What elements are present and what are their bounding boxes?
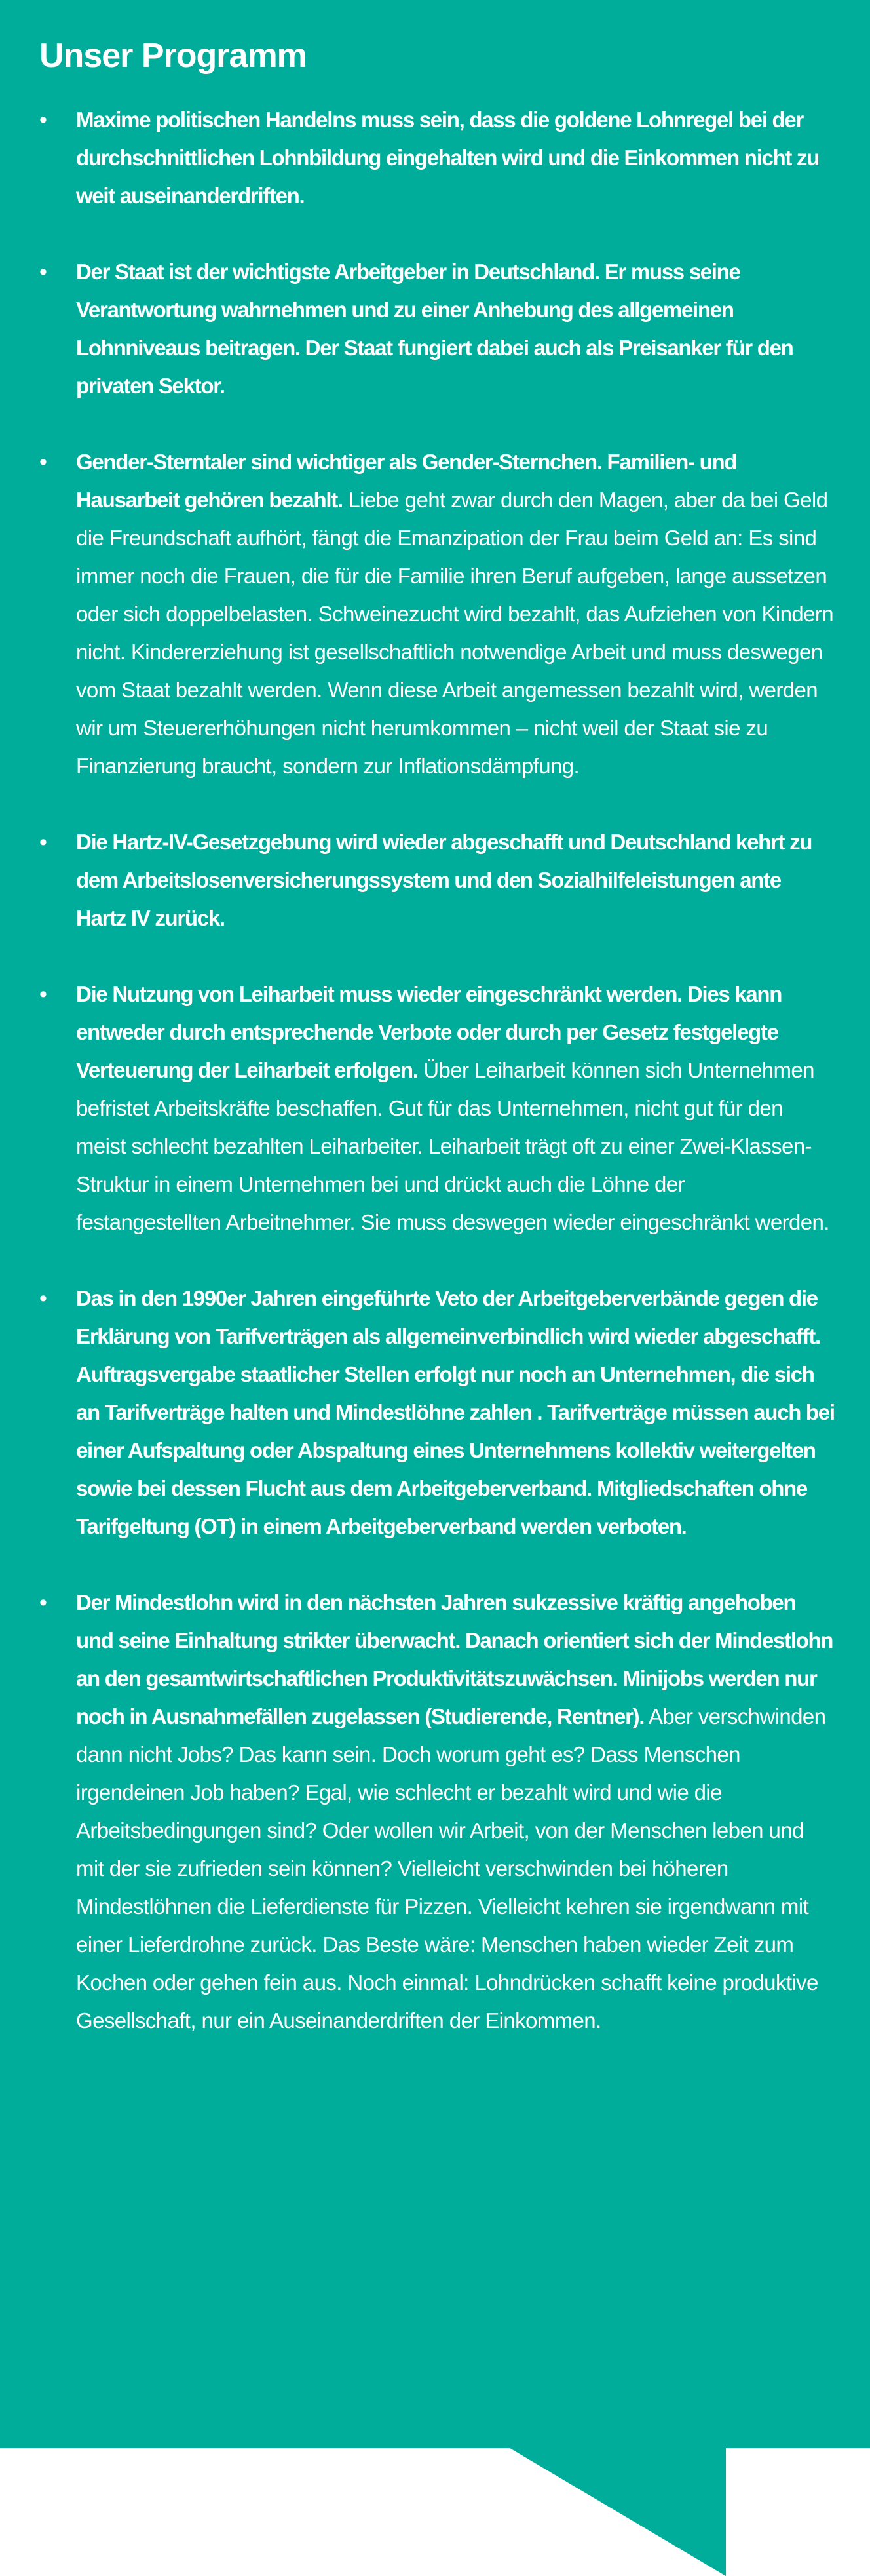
- list-item: [39, 1584, 835, 2040]
- bullet-icon: •: [39, 830, 47, 855]
- program-content: [39, 34, 835, 2078]
- page-title: Unser Programm: [39, 37, 307, 75]
- item-lead: Die Nutzung von Leiharbeit muss wieder eingeschränkt werden. Dies kann entweder durch entsprechende Verbote oder durch per Gesetz festgelegte Verteuerung der Leiharbeit erfolgen.: [76, 982, 782, 1082]
- item-text: Liebe geht zwar durch den Magen, aber da bei Geld die Freundschaft aufhört, fängt die Emanzipation der Frau beim Geld an: Es sind immer noch die Frauen, die für die Familie ihren Beruf aufgeben, lange aussetzen oder sich doppelbelasten. Schweinezucht wird bezahlt, das Aufziehen von Kindern nicht. Kindererziehung ist gesellschaftlich notwendige Arbeit und muss deswegen vom Staat bezahlt werden. Wenn diese Arbeit angemessen bezahlt wird, werden wir um Steuererhöhungen nicht herumkommen – nicht weil der Staat sie zu Finanzierung braucht, sondern zur Inflationsdämpfung.: [76, 488, 834, 778]
- bullet-icon: •: [39, 107, 47, 132]
- list-item: [39, 975, 835, 1241]
- item-lead: Der Mindestlohn wird in den nächsten Jahren sukzessive kräftig angehoben und seine Einhaltung strikter überwacht. Danach orientiert sich der Mindestlohn an den gesamtwirtschaftlichen Produktivitätszuwächsen. Minijobs werden nur noch in Ausnahmefällen zugelassen (Studierende, Rentner).: [76, 1590, 833, 1728]
- list-item: [39, 101, 835, 215]
- list-item: [39, 823, 835, 937]
- list-item: [39, 253, 835, 405]
- item-lead: Maxime politischen Handelns muss sein, dass die goldene Lohnregel bei der durchschnittlichen Lohnbildung eingehalten wird und die Einkommen nicht zu weit auseinanderdriften.: [76, 107, 819, 208]
- item-lead: Gender-Sterntaler sind wichtiger als Gender-Sternchen. Familien- und Hausarbeit gehören bezahlt.: [76, 450, 737, 512]
- speech-bubble-tail: [0, 2445, 870, 2576]
- list-item: [39, 1279, 835, 1546]
- item-lead: Das in den 1990er Jahren eingeführte Veto der Arbeitgeberverbände gegen die Erklärung von Tarifverträgen als allgemeinverbindlich wird wieder abgeschafft. Auftragsvergabe staatlicher Stellen erfolgt nur noch an Unternehmen, die sich an Tarifverträge halten und Mindestlöhne zahlen . Tarifverträge müssen auch bei einer Aufspaltung oder Abspaltung eines Unternehmens kollektiv weitergelten sowie bei dessen Flucht aus dem Arbeitgeberverband. Mitgliedschaften ohne Tarifgeltung (OT) in einem Arbeitgeberverband werden verboten.: [76, 1286, 835, 1538]
- bullet-icon: •: [39, 450, 47, 475]
- bullet-icon: •: [39, 1286, 47, 1311]
- item-lead: Die Hartz-IV-Gesetzgebung wird wieder abgeschafft und Deutschland kehrt zu dem Arbeitslosenversicherungssystem und den Sozialhilfeleistungen ante Hartz IV zurück.: [76, 830, 812, 930]
- bullet-icon: •: [39, 982, 47, 1007]
- item-text: Über Leiharbeit können sich Unternehmen befristet Arbeitskräfte beschaffen. Gut für das Unternehmen, nicht gut für den meist schlecht bezahlten Leiharbeiter. Leiharbeit trägt oft zu einer Zwei-Klassen-Struktur in einem Unternehmen bei und drückt auch die Löhne der festangestellten Arbeitnehmer. Sie muss deswegen wieder eingeschränkt werden.: [76, 1058, 829, 1234]
- list-item: [39, 443, 835, 785]
- bullet-icon: •: [39, 260, 47, 284]
- item-lead: Der Staat ist der wichtigste Arbeitgeber in Deutschland. Er muss seine Verantwortung wahrnehmen und zu einer Anhebung des allgemeinen Lohnniveaus beitragen. Der Staat fungiert dabei auch als Preisanker für den privaten Sektor.: [76, 260, 793, 398]
- item-text: Aber verschwinden dann nicht Jobs? Das kann sein. Doch worum geht es? Dass Menschen irgendeinen Job haben? Egal, wie schlecht er bezahlt wird und wie die Arbeitsbedingungen sind? Oder wollen wir Arbeit, von der Menschen leben und mit der sie zufrieden sein können? Vielleicht verschwinden bei höheren Mindestlöhnen die Lieferdienste für Pizzen. Vielleicht kehren sie irgendwann mit einer Lieferdrohne zurück. Das Beste wäre: Menschen haben wieder Zeit zum Kochen oder gehen fein aus. Noch einmal: Lohndrücken schafft keine produktive Gesellschaft, nur ein Auseinanderdriften der Einkommen.: [76, 1704, 826, 2033]
- program-list: [39, 101, 835, 2040]
- bullet-icon: •: [39, 1590, 47, 1615]
